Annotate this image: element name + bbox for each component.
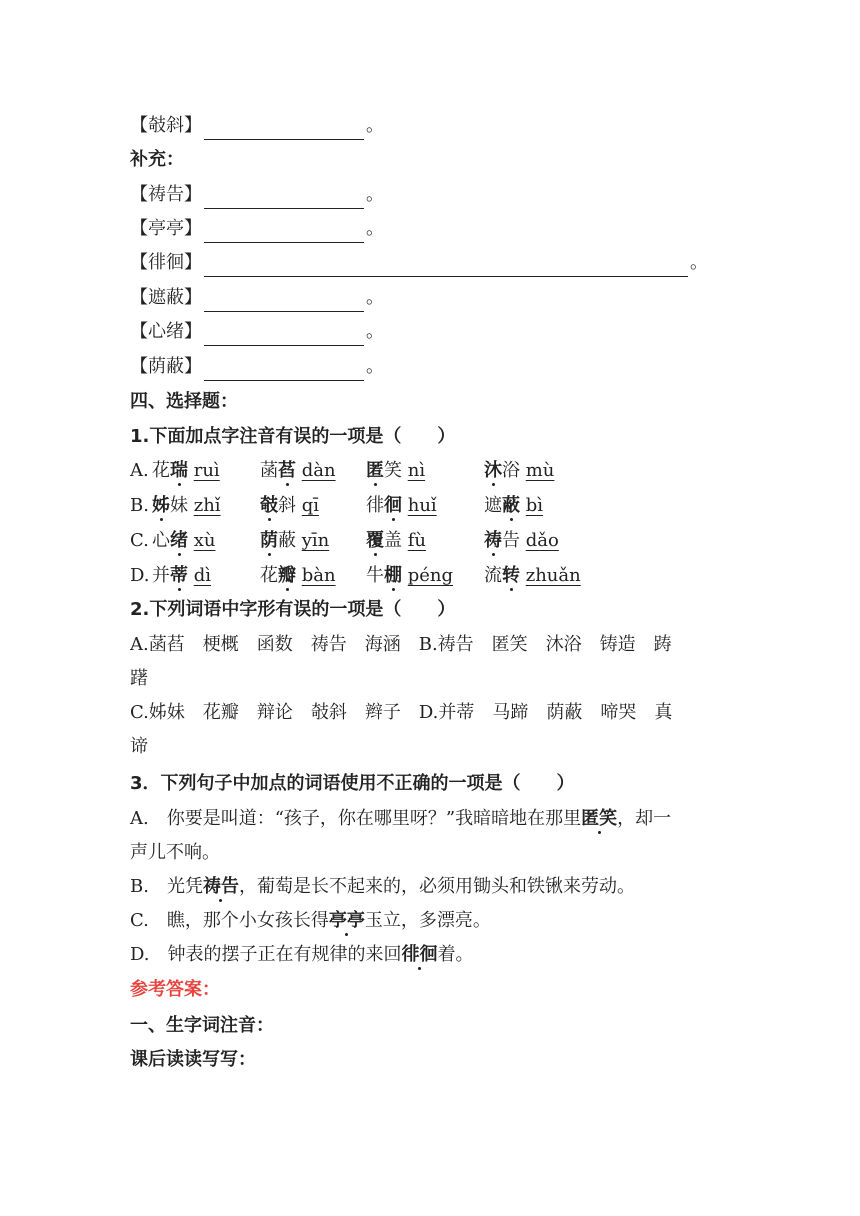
pinyin: bì	[525, 495, 544, 516]
pinyin-item: 心绪 xù	[152, 530, 216, 551]
option-letter: A.	[130, 460, 149, 481]
option-b: B. 光凭祷告，葡萄是长不起来的，必须用锄头和铁锹来劳动。	[130, 876, 635, 897]
pinyin: ruì	[193, 460, 220, 481]
pinyin: péng	[407, 565, 454, 586]
pinyin: fù	[407, 530, 426, 551]
pinyin-item: 覆盖 fù	[366, 530, 426, 551]
answer-blank[interactable]	[204, 360, 364, 381]
answer-blank[interactable]	[204, 291, 364, 312]
question-1-stem: 1.下面加点字注音有误的一项是（ ）	[130, 426, 456, 447]
pinyin-item: 花瑞 ruì	[152, 460, 220, 481]
pinyin: mù	[525, 460, 555, 481]
dotted-char: 沐	[484, 460, 502, 481]
answer-blank[interactable]	[204, 256, 688, 277]
dotted-char: 棚	[384, 565, 402, 586]
option-a: A. 你要是叫道：“孩子，你在哪里呀？”我暗暗地在那里匿笑，却一	[130, 808, 672, 829]
pinyin: yīn	[301, 530, 330, 551]
option-line: A.菡萏 梗概 函数 祷告 海涵 B.祷告 匿笑 沐浴 铸造 踌	[130, 634, 672, 655]
pinyin-item: 沐浴 mù	[484, 460, 555, 481]
answer-key-title: 参考答案：	[130, 979, 220, 1000]
pinyin: qī	[301, 495, 320, 516]
pinyin-item: 花瓣 bàn	[260, 565, 336, 586]
dotted-char: 攲	[260, 495, 278, 516]
fill-row-yinbi: 【荫蔽】 。	[130, 353, 384, 381]
option-a-cont: 声儿不响。	[130, 842, 220, 863]
option-letter: D.	[130, 565, 150, 586]
pinyin-item: 姊妹 zhǐ	[152, 495, 221, 516]
fill-row-daogao: 【祷告】 。	[130, 181, 384, 209]
pinyin-item: 并蒂 dì	[152, 565, 212, 586]
question-2-stem: 2.下列词语中字形有误的一项是（ ）	[130, 599, 456, 620]
fill-row-xinxu: 【心绪】 。	[130, 318, 384, 346]
pinyin-item: 牛棚 péng	[366, 565, 454, 586]
option-line: C.姊妹 花瓣 辩论 攲斜 辫子 D.并蒂 马蹄 荫蔽 啼哭 真	[130, 702, 673, 723]
question-2-options	[130, 628, 732, 764]
question-3-stem: 3．下列句子中加点的词语使用不正确的一项是（ ）	[130, 773, 575, 794]
pinyin: dàn	[301, 460, 336, 481]
dotted-char: 瓣	[278, 565, 296, 586]
answer-blank[interactable]	[204, 188, 364, 209]
dotted-char: 蒂	[170, 565, 188, 586]
pinyin-item: 徘徊 huǐ	[366, 495, 437, 516]
dotted-char: 祷	[484, 530, 502, 551]
dotted-char: 覆	[366, 530, 384, 551]
dotted-char: 萏	[278, 460, 296, 481]
pinyin-item: 遮蔽 bì	[484, 495, 544, 516]
pinyin: nì	[407, 460, 426, 481]
option-line: 谛	[130, 736, 148, 757]
pinyin-item: 荫蔽 yīn	[260, 530, 330, 551]
option-c: C. 瞧，那个小女孩长得亭亭玉立，多漂亮。	[130, 910, 491, 931]
answer-blank[interactable]	[204, 222, 364, 243]
answer-heading-1: 一、生字词注音：	[130, 1015, 274, 1036]
dotted-char: 转	[502, 565, 520, 586]
pinyin-item: 匿笑 nì	[366, 460, 426, 481]
dotted-char: 瑞	[170, 460, 188, 481]
dotted-word: 祷告	[202, 876, 239, 897]
pinyin: dǎo	[525, 530, 559, 551]
dotted-word: 徘徊	[401, 944, 438, 965]
pinyin: zhuǎn	[525, 565, 581, 586]
pinyin: bàn	[301, 565, 336, 586]
question-3-options	[130, 802, 732, 972]
fill-row-zhebi: 【遮蔽】 。	[130, 284, 384, 312]
option-letter: C.	[130, 530, 149, 551]
pinyin: xù	[193, 530, 216, 551]
answer-heading-2: 课后读读写写：	[130, 1049, 256, 1070]
dotted-char: 绪	[170, 530, 188, 551]
answer-blank[interactable]	[204, 325, 364, 346]
pinyin: huǐ	[407, 495, 437, 516]
option-letter: B.	[130, 495, 149, 516]
pinyin: dì	[193, 565, 212, 586]
fill-row-qixie: 【攲斜】 。	[130, 112, 384, 140]
fill-row-paihuai: 【徘徊】 。	[130, 249, 708, 277]
pinyin-item: 祷告 dǎo	[484, 530, 559, 551]
pinyin-item: 菡萏 dàn	[260, 460, 336, 481]
dotted-char: 徊	[384, 495, 402, 516]
pinyin-item: 流转 zhuǎn	[484, 565, 581, 586]
dotted-char: 荫	[260, 530, 278, 551]
dotted-word: 匿笑	[581, 808, 618, 829]
dotted-char: 蔽	[502, 495, 520, 516]
supplement-heading: 补充：	[130, 149, 184, 170]
answer-blank[interactable]	[204, 119, 364, 140]
option-d: D. 钟表的摆子正在有规律的来回徘徊着。	[130, 944, 474, 965]
pinyin: zhǐ	[193, 495, 221, 516]
fill-row-tingting: 【亭亭】 。	[130, 215, 384, 243]
dotted-char: 姊	[152, 495, 170, 516]
pinyin-item: 攲斜 qī	[260, 495, 320, 516]
dotted-char: 匿	[366, 460, 384, 481]
option-line: 躇	[130, 668, 148, 689]
dotted-word: 亭亭	[328, 910, 365, 931]
section-heading: 四、选择题：	[130, 391, 238, 412]
